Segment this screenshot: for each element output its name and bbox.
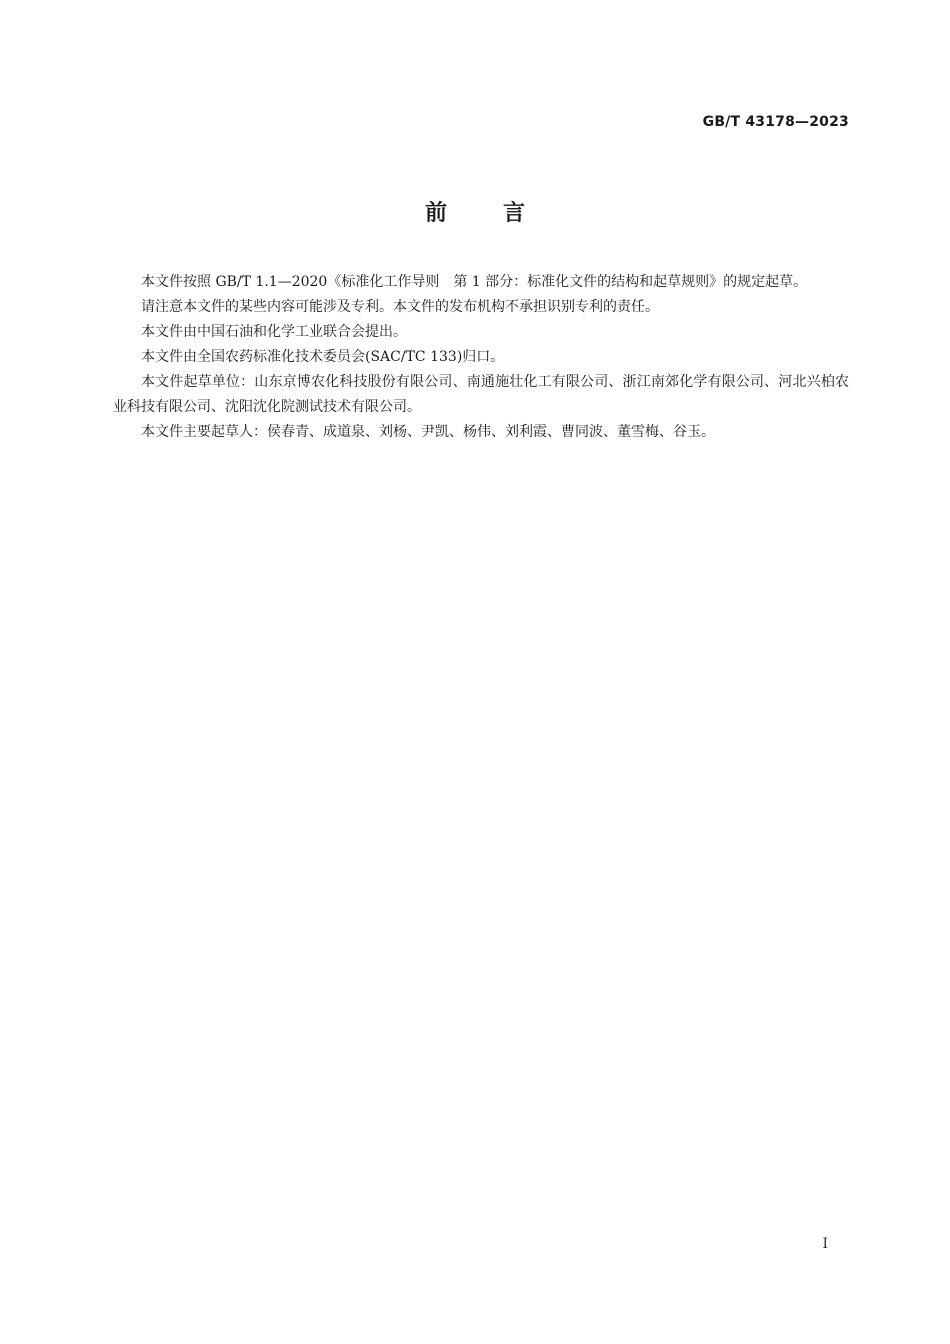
paragraph-patent-notice: 请注意本文件的某些内容可能涉及专利。本文件的发布机构不承担识别专利的责任。: [141, 299, 659, 315]
standard-number: GB/T 43178—2023: [702, 114, 849, 130]
paragraph-drafting-organizations: 本文件起草单位：山东京博农化科技股份有限公司、南通施壮化工有限公司、浙江南郊化学有限公司、河北兴柏农业科技有限公司、沈阳沈化院测试技术有限公司。: [113, 374, 849, 415]
paragraph-technical-committee: 本文件由全国农药标准化技术委员会(SAC/TC 133)归口。: [141, 349, 505, 365]
paragraph-drafting-rules: 本文件按照 GB/T 1.1—2020《标准化工作导则 第 1 部分：标准化文件的结构和起草规则》的规定起草。: [141, 274, 808, 290]
paragraph-proposer: 本文件由中国石油和化学工业联合会提出。: [141, 324, 407, 340]
paragraph-main-drafters: 本文件主要起草人：侯春青、成道泉、刘杨、尹凯、杨伟、刘利霞、曹同波、董雪梅、谷玉。: [141, 424, 715, 440]
page-title: 前言: [424, 201, 581, 226]
page-number: I: [822, 1236, 828, 1252]
document-body: [113, 270, 849, 445]
